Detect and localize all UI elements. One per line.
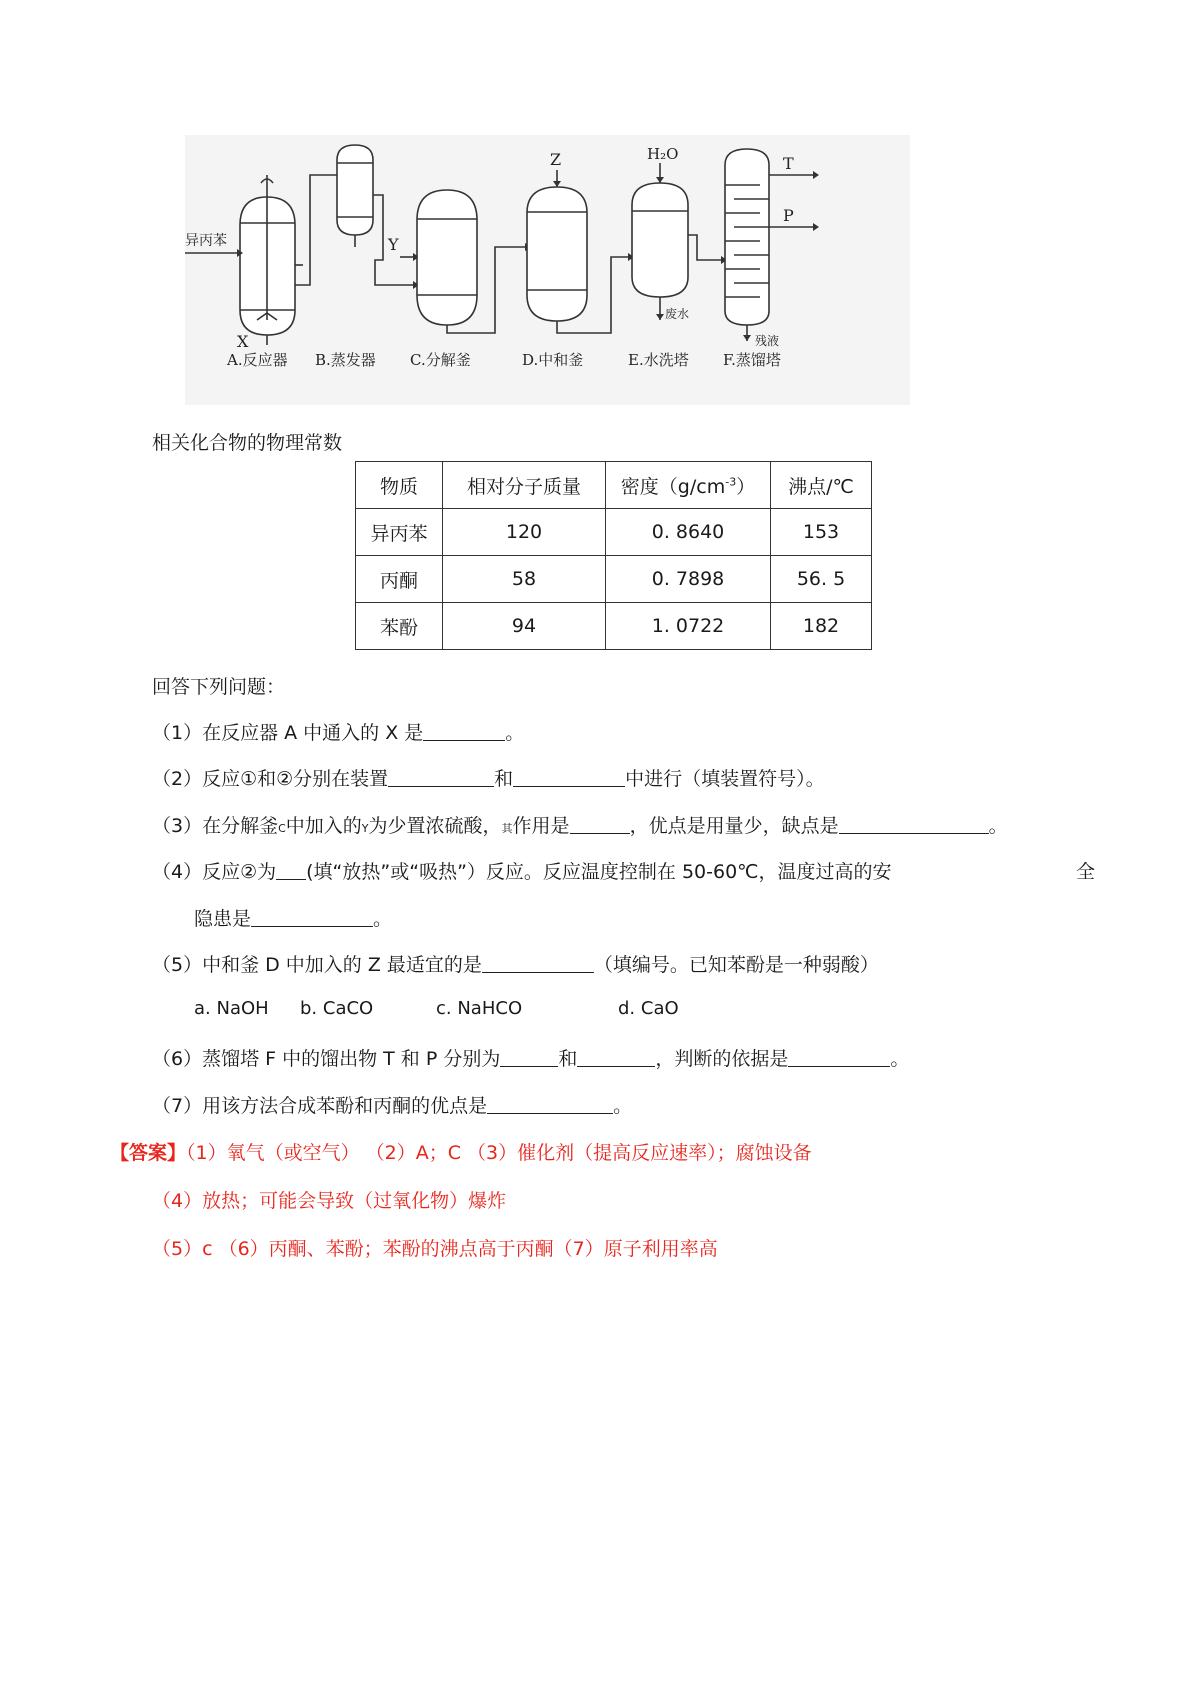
answer-line-3: （5）c （6）丙酮、苯酚；苯酚的沸点高于丙酮（7）原子利用率高 — [152, 1238, 718, 1260]
header-boiling-point: 沸点/℃ — [771, 462, 872, 509]
q1-end: 。 — [505, 722, 525, 744]
q4-text: （4）反应②为 — [152, 861, 277, 883]
question-3 — [152, 811, 1008, 838]
distillation-tower-f — [725, 149, 819, 341]
answer-tag: 【答案】 — [110, 1142, 187, 1164]
q6-and: 和 — [558, 1048, 578, 1070]
unit-label-f: F.蒸馏塔 — [723, 351, 781, 369]
table-row — [356, 603, 872, 650]
cell: 0. 7898 — [606, 556, 771, 603]
x-label: X — [237, 332, 249, 351]
waste-water-label: 废水 — [665, 307, 690, 321]
q2-text: （2）反应①和②分别在装置 — [152, 768, 389, 790]
q4-end: 。 — [373, 908, 393, 930]
q5-blank — [482, 954, 594, 973]
q1-text: （1）在反应器 A 中通入的 X 是 — [152, 722, 424, 744]
q3-end: 。 — [988, 815, 1008, 837]
unit-label-e: E.水洗塔 — [628, 351, 689, 369]
answer-text-1: （1）氧气（或空气） （2）A；C （3）催化剂（提高反应速率）；腐蚀设备 — [186, 1142, 812, 1164]
reactor-a — [185, 175, 295, 345]
washing-tower-e — [632, 163, 688, 320]
question-4 — [152, 857, 892, 884]
table-header-row — [356, 462, 872, 509]
neutralizer-d — [527, 170, 587, 321]
unit-label-b: B.蒸发器 — [315, 351, 376, 369]
table-caption: 相关化合物的物理常数 — [152, 432, 343, 454]
density-close: ） — [736, 475, 756, 498]
q2-blank-1 — [388, 768, 494, 787]
cell: 153 — [771, 509, 872, 556]
q3-blank-1 — [570, 815, 630, 834]
q5-option-b: b. CaCO — [300, 998, 374, 1019]
q4-text-2: (填“放热”或“吸热”）反应。反应温度控制在 50-60℃，温度过高的安 — [306, 861, 892, 883]
cell: 丙酮 — [356, 556, 443, 603]
feed-label: 异丙苯 — [185, 233, 227, 249]
cell: 异丙苯 — [356, 509, 443, 556]
cell: 94 — [443, 603, 606, 650]
q4-text-3: 隐患是 — [194, 908, 252, 930]
cell: 182 — [771, 603, 872, 650]
density-label: 密度（g/cm — [620, 475, 726, 498]
q3-text-2: 中加入的 — [285, 815, 362, 837]
q7-blank — [487, 1095, 613, 1114]
cell: 苯酚 — [356, 603, 443, 650]
question-2 — [152, 764, 825, 791]
cell: 0. 8640 — [606, 509, 771, 556]
questions-intro: 回答下列问题： — [152, 676, 286, 698]
question-4-cont — [194, 904, 392, 931]
question-7 — [152, 1091, 632, 1118]
cell: 58 — [443, 556, 606, 603]
q7-end: 。 — [613, 1095, 633, 1117]
q6-blank-2 — [577, 1048, 655, 1067]
q2-and: 和 — [494, 768, 514, 790]
header-substance: 物质 — [356, 462, 443, 509]
q3-text: （3）在分解釜 — [152, 815, 279, 837]
h2o-label: H₂O — [647, 145, 679, 163]
unit-label-c: C.分解釜 — [410, 351, 471, 369]
q3-c-small: C — [278, 822, 286, 835]
answer-line-1 — [110, 1138, 812, 1165]
cell: 56. 5 — [771, 556, 872, 603]
table-row — [356, 509, 872, 556]
decomposer-c — [417, 190, 477, 325]
evaporator-b — [337, 145, 373, 247]
unit-label-a: A.反应器 — [227, 351, 288, 369]
q6-blank-3 — [788, 1048, 890, 1067]
q4-wrap-char: 全 — [1076, 861, 1096, 883]
question-5 — [152, 950, 879, 977]
q4-blank-1 — [276, 861, 306, 880]
q3-text-4: 作用是 — [512, 815, 570, 837]
cell: 1. 0722 — [606, 603, 771, 650]
q3-text-5: ，优点是用量少，缺点是 — [629, 815, 839, 837]
t-label: T — [783, 154, 794, 173]
question-1 — [152, 718, 524, 745]
q6-text-2: ，判断的依据是 — [655, 1048, 789, 1070]
q5-option-a: a. NaOH — [194, 998, 269, 1019]
q6-end: 。 — [890, 1048, 910, 1070]
unit-label-d: D.中和釜 — [522, 351, 584, 369]
q2-end: 中进行（填装置符号）。 — [625, 768, 825, 790]
p-label: P — [783, 206, 794, 225]
q3-text-3: 为少置浓硫酸， — [368, 815, 502, 837]
q3-blank-2 — [839, 815, 989, 834]
q3-qi-small: 其 — [501, 822, 513, 835]
q5-option-c: c. NaHCO — [436, 998, 523, 1019]
question-6 — [152, 1044, 909, 1071]
q1-answer-blank — [423, 722, 505, 741]
cell: 120 — [443, 509, 606, 556]
q5-text: （5）中和釜 D 中加入的 Z 最适宜的是 — [152, 954, 482, 976]
answer-line-2: （4）放热；可能会导致（过氧化物）爆炸 — [152, 1190, 507, 1212]
q6-text: （6）蒸馏塔 F 中的馏出物 T 和 P 分别为 — [152, 1048, 501, 1070]
header-density — [606, 462, 771, 509]
q5-option-d: d. CaO — [618, 998, 679, 1019]
q2-blank-2 — [513, 768, 625, 787]
y-label: Y — [388, 235, 399, 254]
q7-text: （7）用该方法合成苯酚和丙酮的优点是 — [152, 1095, 488, 1117]
process-flow-diagram — [185, 135, 910, 405]
header-molar-mass: 相对分子质量 — [443, 462, 606, 509]
q5-end: （填编号。已知苯酚是一种弱酸） — [593, 954, 879, 976]
residue-label: 残液 — [755, 334, 780, 348]
table-row — [356, 556, 872, 603]
z-label: Z — [550, 150, 562, 169]
q3-y-small: Y — [361, 822, 369, 835]
q6-blank-1 — [500, 1048, 558, 1067]
density-exponent: -3 — [725, 475, 737, 489]
q4-blank-2 — [251, 908, 373, 927]
physical-constants-table — [355, 461, 872, 650]
